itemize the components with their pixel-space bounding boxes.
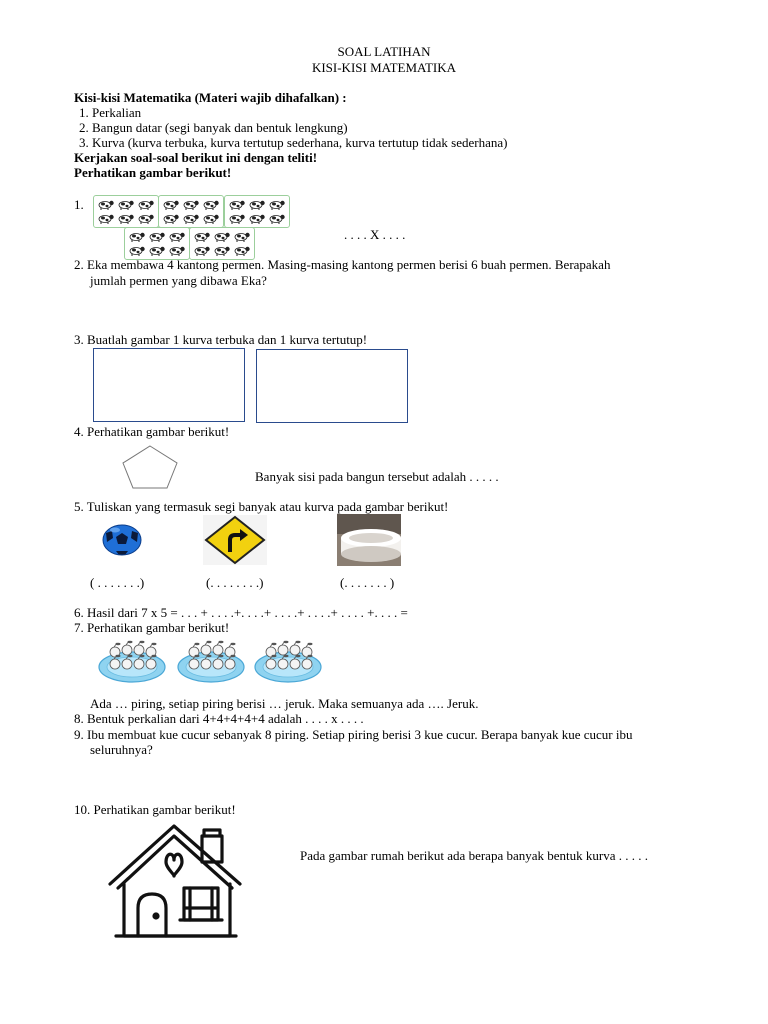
q5-blank-3: (. . . . . . . ) [340,575,395,590]
pentagon-shape [120,444,180,490]
kisi-item-2: 2. Bangun datar (segi banyak dan bentuk lengkung) [79,120,348,135]
q7-text: 7. Perhatikan gambar berikut! [74,620,230,635]
road-sign-image [203,515,267,565]
q9-line-1: 9. Ibu membuat kue cucur sebanyak 8 piring. Setiap piring berisi 3 kue cucur. Berapa banyak kue cucur ibu [74,727,633,742]
q7-answer: Ada … piring, setiap piring berisi … jeruk. Maka semuanya ada …. Jeruk. [90,696,479,711]
cow-group-1 [93,195,159,228]
q4-question: Banyak sisi pada bangun tersebut adalah . . . . . [255,469,499,484]
q3-answer-box-2[interactable] [256,349,408,423]
q2-line-1: 2. Eka membawa 4 kantong permen. Masing-masing kantong permen berisi 6 buah permen. Berapakah [74,257,611,272]
q4-text: 4. Perhatikan gambar berikut! [74,424,230,439]
house-icon [104,822,246,944]
q1-blank: . . . . X . . . . [344,227,406,242]
q5-text: 5. Tuliskan yang termasuk segi banyak atau kurva pada gambar berikut! [74,499,449,514]
cow-group-2 [158,195,224,228]
q10-text: 10. Perhatikan gambar berikut! [74,802,236,817]
q3-text: 3. Buatlah gambar 1 kurva terbuka dan 1 kurva tertutup! [74,332,368,347]
q1-number: 1. [74,197,84,212]
cow-group-5 [189,227,255,260]
orange-plate-1 [97,640,167,684]
instruction-2: Perhatikan gambar berikut! [74,165,232,180]
q3-answer-box-1[interactable] [93,348,245,422]
title-line-2: KISI-KISI MATEMATIKA [311,60,457,75]
instruction-1: Kerjakan soal-soal berikut ini dengan teliti! [74,150,318,165]
orange-plate-2 [176,640,246,684]
kisi-item-3: 3. Kurva (kurva terbuka, kurva tertutup sederhana, kurva tertutup tidak sederhana) [79,135,508,150]
q10-question: Pada gambar rumah berikut ada berapa banyak bentuk kurva . . . . . [300,848,648,863]
title-line-1: SOAL LATIHAN [337,44,431,59]
kisi-item-1: 1. Perkalian [79,105,142,120]
q2-line-2: jumlah permen yang dibawa Eka? [90,273,267,288]
q5-blank-1: ( . . . . . . .) [90,575,145,590]
orange-plate-3 [253,640,323,684]
q6-text: 6. Hasil dari 7 x 5 = . . . + . . . .+. . . .+ . . . .+ . . . .+ . . . . +. . . . = [74,605,408,620]
cow-group-3 [224,195,290,228]
kisi-heading: Kisi-kisi Matematika (Materi wajib dihafalkan) : [74,90,347,105]
round-cake-image [337,514,401,566]
q8-text: 8. Bentuk perkalian dari 4+4+4+4+4 adalah . . . . x . . . . [74,711,364,726]
q5-blank-2: (. . . . . . . .) [206,575,264,590]
soccer-ball-image [101,521,143,557]
cow-group-4 [124,227,190,260]
q9-line-2: seluruhnya? [90,742,153,757]
